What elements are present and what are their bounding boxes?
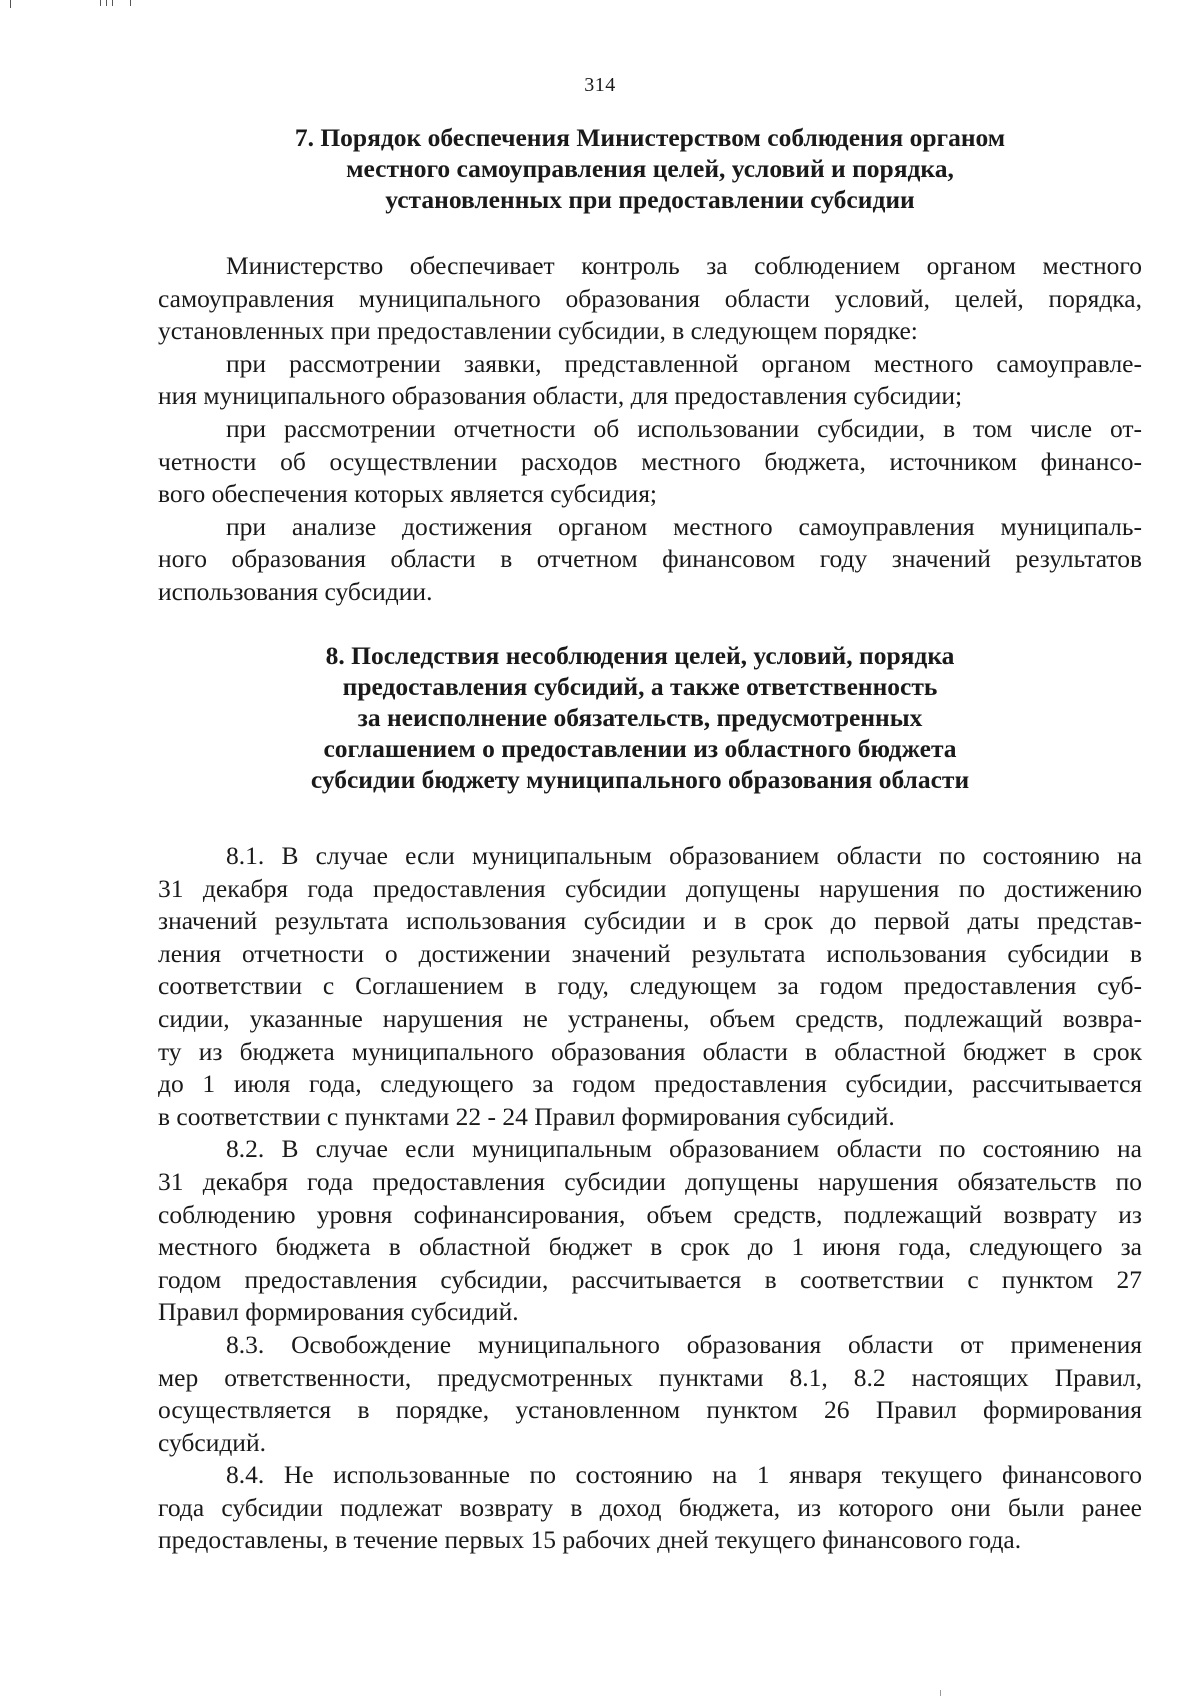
paragraph [158,348,1142,413]
text-line: ления отчетности о достижении значений результата использования субсидии в [158,938,1142,968]
text-line: 8.3. Освобождение муниципального образования области от применения [226,1329,1142,1359]
text-line: самоуправления муниципального образования области условий, целей, порядка, [158,283,1142,313]
text-line: субсидий. [158,1427,266,1457]
scan-artifact [940,1690,941,1696]
text-line: Министерство обеспечивает контроль за соблюдением органом местного [226,251,1142,280]
text-line: Правил формирования субсидий. [158,1297,519,1327]
text-line: при анализе достижения органом местного самоуправления муниципаль- [226,511,1142,541]
text-line: установленных при предоставлении субсидии, в следующем порядке: [158,316,918,346]
scan-artifact [10,0,11,8]
heading-line: субсидии бюджету муниципального образования области [310,765,970,794]
heading-line: 8. Последствия несоблюдения целей, условий, порядка [325,641,955,670]
section-8-body [158,840,1142,1557]
text-line: 8.1. В случае если муниципальным образованием области по состоянию на [226,841,1142,870]
text-line: мер ответственности, предусмотренных пунктами 8.1, 8.2 настоящих Правил, [158,1362,1142,1392]
text-line: ного образования области в отчетном финансовом году значений результатов [158,544,1142,574]
text-line: 31 декабря года предоставления субсидии допущены нарушения по достижению [158,873,1142,903]
text-line: местного бюджета в областной бюджет в срок до 1 июня года, следующего за [158,1232,1142,1262]
text-line: в соответствии с пунктами 22 - 24 Правил формирования субсидий. [158,1101,895,1131]
section-7-heading [260,122,1040,215]
text-line: 8.2. В случае если муниципальным образованием области по состоянию на [226,1134,1142,1164]
paragraph-8-2 [158,1133,1142,1329]
page-number: 314 [584,74,616,96]
paragraph-8-4 [158,1459,1142,1557]
paragraph [158,511,1142,609]
scan-artifact [112,0,113,6]
heading-line: местного самоуправления целей, условий и порядка, [346,154,954,183]
paragraph [158,413,1142,511]
scan-artifact [130,0,131,6]
text-line: при рассмотрении отчетности об использовании субсидии, в том числе от- [226,413,1142,443]
paragraph [158,250,1142,348]
text-line: до 1 июля года, следующего за годом предоставления субсидии, рассчитывается [158,1069,1142,1099]
scan-artifact [106,0,107,6]
heading-line: 7. Порядок обеспечения Министерством соблюдения органом [294,123,1006,152]
scan-artifact [100,0,101,6]
heading-line: соглашением о предоставлении из областного бюджета [323,734,957,763]
text-line: осуществляется в порядке, установленном пунктом 26 Правил формирования [158,1395,1142,1425]
text-line: сидии, указанные нарушения не устранены, объем средств, подлежащий возвра- [158,1003,1142,1033]
text-line: соответствии с Соглашением в году, следующем за годом предоставления суб- [158,971,1142,1001]
section-7-body [158,250,1142,609]
heading-line: предоставления субсидий, а также ответственность [342,672,938,701]
heading-line: установленных при предоставлении субсидии [385,185,915,214]
text-line: соблюдению уровня софинансирования, объем средств, подлежащий возврату из [158,1199,1142,1229]
text-line: использования субсидии. [158,576,433,606]
text-line: значений результата использования субсидии и в срок до первой даты представ- [158,906,1142,936]
text-line: ту из бюджета муниципального образования области в областной бюджет в срок [158,1036,1142,1066]
text-line: года субсидии подлежат возврату в доход бюджета, из которого они были ранее [158,1492,1142,1522]
paragraph-8-3 [158,1329,1142,1459]
text-line: 31 декабря года предоставления субсидии допущены нарушения обязательств по [158,1166,1142,1196]
heading-line: за неисполнение обязательств, предусмотренных [357,703,923,732]
text-line: 8.4. Не использованные по состоянию на 1 января текущего финансового [226,1460,1142,1490]
text-line: четности об осуществлении расходов местного бюджета, источником финансо- [158,446,1142,476]
text-line: годом предоставления субсидии, рассчитывается в соответствии с пунктом 27 [158,1264,1142,1294]
paragraph-8-1 [158,840,1142,1133]
text-line: предоставлены, в течение первых 15 рабочих дней текущего финансового года. [158,1525,1022,1555]
section-8-heading [245,640,1035,795]
text-line: ния муниципального образования области, для предоставления субсидии; [158,381,963,411]
text-line: вого обеспечения которых является субсидия; [158,479,658,509]
text-line: при рассмотрении заявки, представленной органом местного самоуправле- [226,348,1142,378]
